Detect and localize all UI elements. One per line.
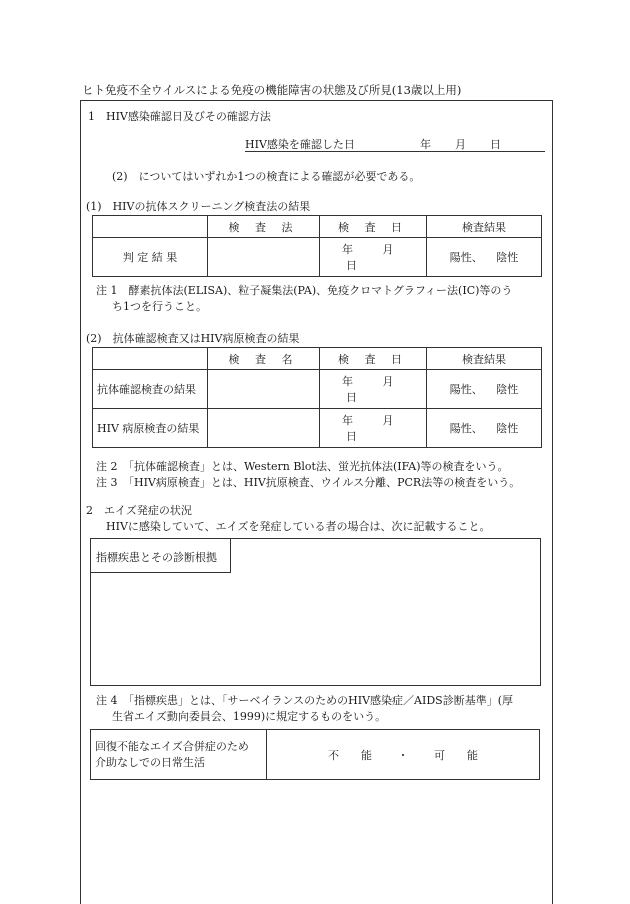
pathogen-test-name-cell[interactable] xyxy=(208,409,320,448)
screening-header-blank xyxy=(93,216,208,238)
screening-result-cell[interactable] xyxy=(427,238,542,277)
col-date: 検 査 日 xyxy=(320,348,427,370)
month-unit: 月 xyxy=(455,138,466,151)
note-4-line-1: 注 4 「指標疾患」とは、「サーベイランスのためのHIV感染症／AIDS診断基準」(厚 xyxy=(96,694,513,707)
section-1-instruction: (2) についてはいずれか1つの検査による確認が必要である。 xyxy=(112,170,421,183)
screening-method-cell[interactable] xyxy=(208,238,320,277)
year-unit: 年 xyxy=(420,138,431,151)
pathogen-date-cell[interactable] xyxy=(320,409,427,448)
confirmation-header-blank xyxy=(93,348,208,370)
negative-option[interactable]: 陰性 xyxy=(496,251,519,264)
pathogen-result-cell[interactable] xyxy=(427,409,542,448)
year-unit: 年 xyxy=(342,375,353,388)
antibody-result-cell[interactable] xyxy=(427,370,542,409)
day-unit: 日 xyxy=(346,430,357,443)
day-unit: 日 xyxy=(346,391,357,404)
note-1-line-1: 注 1 酵素抗体法(ELISA)、粒子凝集法(PA)、免疫クロマトグラフィー法(IC)等のう xyxy=(96,284,513,297)
year-unit: 年 xyxy=(342,414,353,427)
note-1-line-2: ち1つを行うこと。 xyxy=(112,300,207,313)
month-unit: 月 xyxy=(382,243,394,256)
year-unit: 年 xyxy=(342,243,353,256)
note-3: 注 3 「HIV病原検査」とは、HIV抗原検査、ウイルス分離、PCR法等の検査をいう。 xyxy=(96,476,521,489)
note-4-line-2: 生省エイズ動向委員会、1999)に規定するものをいう。 xyxy=(112,710,387,723)
section-2-heading: 2 エイズ発症の状況 xyxy=(86,504,192,517)
separator-dot: ・ xyxy=(397,748,409,762)
daily-life-label-line-2: 介助なしでの日常生活 xyxy=(95,755,205,769)
positive-option[interactable]: 陽性、 xyxy=(449,251,483,264)
confirmation-table xyxy=(92,347,542,448)
col-result: 検査結果 xyxy=(427,348,542,370)
confirm-date-line[interactable] xyxy=(245,136,545,152)
document-title: ヒト免疫不全ウイルスによる免疫の機能障害の状態及び所見(13歳以上用) xyxy=(82,83,462,97)
month-unit: 月 xyxy=(382,375,394,388)
indicator-disease-box[interactable] xyxy=(90,538,541,686)
section-2-instruction: HIVに感染していて、エイズを発症している者の場合は、次に記載すること。 xyxy=(106,520,491,533)
section-1-heading: 1 HIV感染確認日及びその確認方法 xyxy=(88,110,271,123)
daily-life-label-line-1: 回復不能なエイズ合併症のため xyxy=(95,739,249,753)
month-unit: 月 xyxy=(382,414,394,427)
antibody-confirm-label: 抗体確認検査の結果 xyxy=(93,370,208,409)
antibody-test-name-cell[interactable] xyxy=(208,370,320,409)
indicator-disease-label: 指標疾患とその診断根拠 xyxy=(96,551,217,564)
day-unit: 日 xyxy=(346,259,357,272)
daily-life-choice-cell[interactable] xyxy=(267,730,540,780)
positive-option[interactable]: 陽性、 xyxy=(449,422,483,435)
confirm-date-label: HIV感染を確認した日 xyxy=(245,138,355,151)
judgement-label: 判 定 結 果 xyxy=(93,238,208,277)
daily-life-label-cell xyxy=(91,730,267,780)
daily-life-table xyxy=(90,729,540,780)
screening-heading: (1) HIVの抗体スクリーニング検査法の結果 xyxy=(86,200,311,213)
negative-option[interactable]: 陰性 xyxy=(496,383,519,396)
screening-table xyxy=(92,215,542,277)
confirmation-heading: (2) 抗体確認検査又はHIV病原検査の結果 xyxy=(86,332,300,345)
possible-option[interactable]: 可 能 xyxy=(434,748,478,762)
antibody-date-cell[interactable] xyxy=(320,370,427,409)
col-date: 検 査 日 xyxy=(320,216,427,238)
day-unit: 日 xyxy=(490,138,501,151)
screening-date-cell[interactable] xyxy=(320,238,427,277)
col-name: 検 査 名 xyxy=(208,348,320,370)
pathogen-test-label: HIV 病原検査の結果 xyxy=(93,409,208,448)
impossible-option[interactable]: 不 能 xyxy=(328,748,372,762)
note-2: 注 2 「抗体確認検査」とは、Western Blot法、蛍光抗体法(IFA)等の検査をいう。 xyxy=(96,460,509,473)
negative-option[interactable]: 陰性 xyxy=(496,422,519,435)
indicator-label-tab xyxy=(91,539,231,573)
col-method: 検 査 法 xyxy=(208,216,320,238)
positive-option[interactable]: 陽性、 xyxy=(449,383,483,396)
col-result: 検査結果 xyxy=(427,216,542,238)
